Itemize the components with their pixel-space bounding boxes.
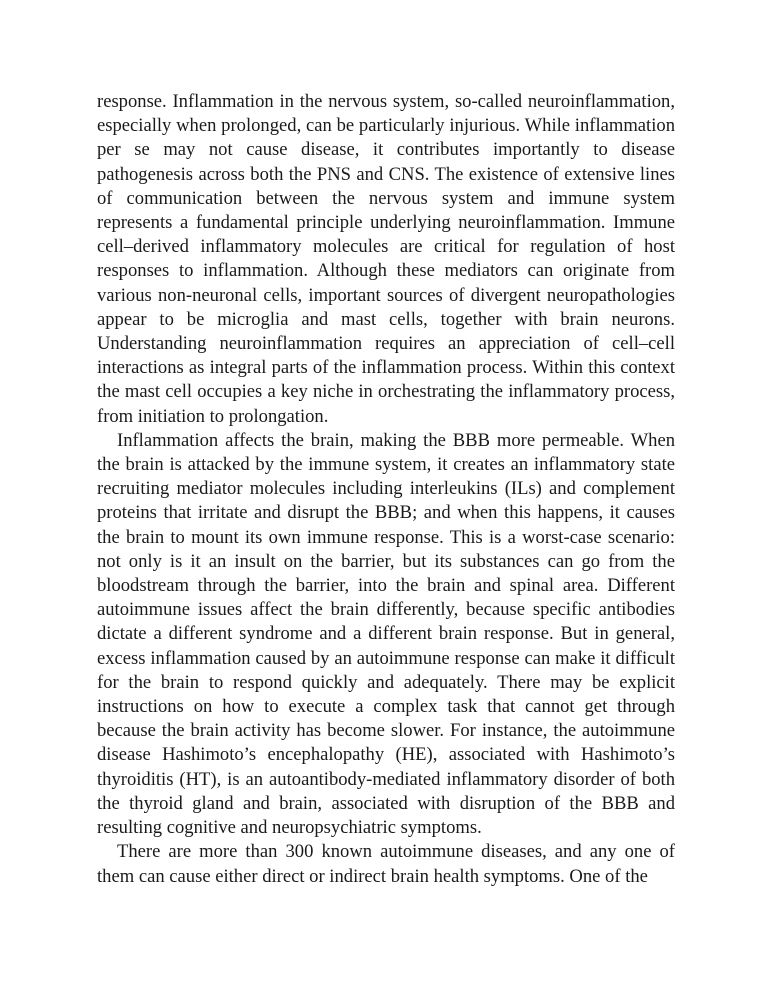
paragraph-autoimmune-diseases: There are more than 300 known autoimmune diseases, and any one of them can cause either direct or indirect brain health symptoms. One of the (97, 841, 675, 887)
paragraph-bbb-permeability: Inflammation affects the brain, making the BBB more permeable. When the brain is attacked by the immune system, it creates an inflammatory state recruiting mediator molecules including interleukins (ILs) and complement proteins that irritate and disrupt the BBB; and when this happens, it causes the brain to mount its own immune response. This is a worst-case scenario: not only is it an insult on the barrier, but its substances can go from the bloodstream through the barrier, into the brain and spinal area. Different autoimmune issues affect the brain differently, because specific antibodies dictate a different syndrome and a different brain response. But in general, excess inflammation caused by an autoimmune response can make it difficult for the brain to respond quickly and adequately. There may be explicit instructions on how to execute a complex task that cannot get through because the brain activity has become slower. For instance, the autoimmune disease Hashimoto’s encephalopathy (HE), associated with Hashimoto’s thyroiditis (HT), is an autoantibody-mediated inflammatory disorder of both the thyroid gland and brain, associated with disruption of the BBB and resulting cognitive and neuropsychiatric symptoms. (97, 429, 675, 839)
paragraph-neuroinflammation: response. Inflammation in the nervous system, so-called neuroinflammation, especially when prolonged, can be particularly injurious. While inflammation per se may not cause disease, it contributes importantly to disease pathogenesis across both the PNS and CNS. The existence of extensive lines of communication between the nervous system and immune system represents a fundamental principle underlying neuroinflammation. Immune cell–derived inflammatory molecules are critical for regulation of host responses to inflammation. Although these mediators can originate from various non-neuronal cells, important sources of divergent neuropathologies appear to be microglia and mast cells, together with brain neurons. Understanding neuroinflammation requires an appreciation of cell–cell interactions as integral parts of the inflammation process. Within this context the mast cell occupies a key niche in orchestrating the inflammatory process, from initiation to prolongation. (97, 91, 675, 427)
document-page (97, 90, 675, 889)
